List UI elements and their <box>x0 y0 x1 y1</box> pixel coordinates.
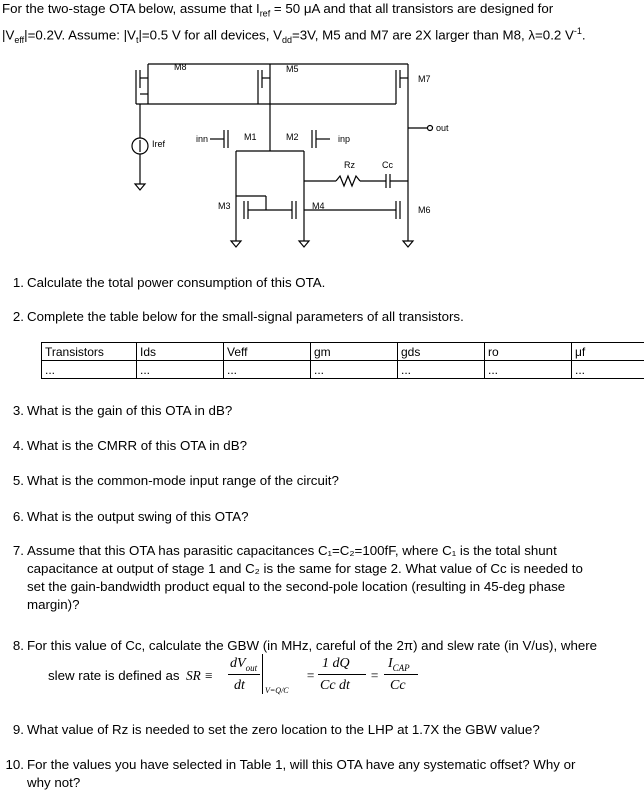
label-m8: M8 <box>174 62 187 72</box>
question-text: What is the gain of this OTA in dB? <box>27 402 232 420</box>
table-header-row <box>42 343 644 361</box>
evaluation-bar <box>262 654 263 694</box>
label-m7: M7 <box>418 74 431 84</box>
question-line: margin)? <box>27 596 617 614</box>
label-rz: Rz <box>344 160 355 170</box>
label-inp: inp <box>338 134 350 144</box>
intro-line-1 <box>2 0 642 23</box>
question-number: 8. <box>2 637 24 655</box>
table-header: Transistors <box>42 343 137 361</box>
intro-text: = 50 μA and that all transistors are designed for <box>270 1 553 16</box>
resistor-rz <box>336 176 360 186</box>
iref-subscript: ref <box>260 9 271 19</box>
table-cell: ... <box>311 361 398 379</box>
lambda-superscript: -1 <box>574 26 582 36</box>
veff-subscript: eff <box>14 35 24 45</box>
small-signal-table <box>41 342 644 379</box>
table-cell: ... <box>42 361 137 379</box>
formula-eval: V=Q/C <box>265 686 289 695</box>
intro-text: . <box>582 27 586 42</box>
intro-text: For the two-stage OTA below, assume that I <box>2 1 260 16</box>
vt-subscript: t <box>136 35 139 45</box>
question-line: set the gain-bandwidth product equal to the second-pole location (resulting in 45-deg phase <box>27 578 617 596</box>
label-out: out <box>436 123 449 133</box>
intro-text: |=0.5 V for all devices, V <box>138 27 282 42</box>
formula-dv <box>230 656 257 673</box>
question-line: Assume that this OTA has parasitic capacitances C₁=C₂=100fF, where C₁ is the total shunt <box>27 542 617 560</box>
fraction-bar <box>318 674 366 675</box>
transistor-m8 <box>136 64 148 94</box>
table-cell: ... <box>398 361 485 379</box>
intro-text: =3V, M5 and M7 are 2X larger than M8, λ=0.2 V <box>292 27 574 42</box>
formula-equals: = <box>370 668 379 684</box>
table-header: μf <box>572 343 644 361</box>
ota-schematic <box>118 56 508 256</box>
table-cell: ... <box>572 361 644 379</box>
formula-den3: Cc <box>390 678 406 694</box>
question-line: why not? <box>27 774 627 792</box>
question-text: What is the common-mode input range of the circuit? <box>27 472 339 490</box>
question-number: 9. <box>2 721 24 739</box>
table-cell: ... <box>137 361 224 379</box>
fraction-bar <box>384 674 418 675</box>
question-number: 3. <box>2 402 24 420</box>
question-10 <box>2 756 632 790</box>
fraction-bar <box>228 674 260 675</box>
question-line: capacitance at output of stage 1 and C₂ is the same for stage 2. What value of Cc is needed to <box>27 560 617 578</box>
iref-source <box>132 104 148 190</box>
label-m5: M5 <box>286 64 299 74</box>
table-header: gm <box>311 343 398 361</box>
question-text: What is the CMRR of this OTA in dB? <box>27 437 247 455</box>
label-iref: Iref <box>152 139 166 149</box>
formula-equals: = <box>306 668 315 684</box>
label-m1: M1 <box>244 132 257 142</box>
formula-num3 <box>388 656 410 673</box>
question-text: Complete the table below for the small-signal parameters of all transistors. <box>27 308 464 326</box>
table-header: gds <box>398 343 485 361</box>
intro-line-2 <box>2 23 642 49</box>
formula-den2: Cc dt <box>320 678 350 694</box>
table-cell: ... <box>485 361 572 379</box>
label-m2: M2 <box>286 132 299 142</box>
question-number: 4. <box>2 437 24 455</box>
label-m4: M4 <box>312 201 325 211</box>
formula-prefix: slew rate is defined as <box>48 668 180 683</box>
label-cc: Cc <box>382 160 393 170</box>
formula-num3-sub: CAP <box>393 663 410 673</box>
question-number: 2. <box>2 308 24 326</box>
table-header: Veff <box>224 343 311 361</box>
question-text: What value of Rz is needed to set the zero location to the LHP at 1.7X the GBW value? <box>27 721 627 739</box>
label-inn: inn <box>196 134 208 144</box>
question-text <box>27 756 627 792</box>
transistor-m3 <box>231 196 248 247</box>
slew-rate-formula <box>48 650 608 700</box>
vdd-subscript: dd <box>282 35 292 45</box>
formula-num2: 1 dQ <box>322 656 350 672</box>
transistor-m1 <box>210 130 236 196</box>
transistor-m5 <box>258 64 270 151</box>
question-number: 1. <box>2 274 24 292</box>
table-cell: ... <box>224 361 311 379</box>
formula-dv-sub: out <box>246 663 258 673</box>
formula-dt: dt <box>234 678 245 694</box>
transistor-m2 <box>304 130 330 206</box>
label-m6: M6 <box>418 205 431 215</box>
question-number: 10. <box>2 756 24 774</box>
table-header: ro <box>485 343 572 361</box>
transistor-m4 <box>292 201 309 247</box>
table-row <box>42 361 644 379</box>
question-line: For the values you have selected in Table 1, will this OTA have any systematic offset? Why or <box>27 756 627 774</box>
formula-dv-text: dV <box>230 656 246 671</box>
question-text: For this value of Cc, calculate the GBW (in MHz, careful of the 2π) and slew rate (in V/us), where <box>27 637 627 655</box>
question-text: Calculate the total power consumption of this OTA. <box>27 274 325 292</box>
formula-num3-text: I <box>388 656 393 671</box>
output-node <box>428 126 433 131</box>
question-number: 7. <box>2 542 24 560</box>
question-text <box>27 542 617 614</box>
table-header: Ids <box>137 343 224 361</box>
intro-paragraph <box>2 0 642 49</box>
intro-text: |=0.2V. Assume: |V <box>24 27 136 42</box>
label-m3: M3 <box>218 201 231 211</box>
question-7 <box>2 542 622 618</box>
question-number: 5. <box>2 472 24 490</box>
intro-text: |V <box>2 27 14 42</box>
formula-sr: SR ≡ <box>186 668 213 684</box>
question-number: 6. <box>2 508 24 526</box>
question-text: What is the output swing of this OTA? <box>27 508 248 526</box>
